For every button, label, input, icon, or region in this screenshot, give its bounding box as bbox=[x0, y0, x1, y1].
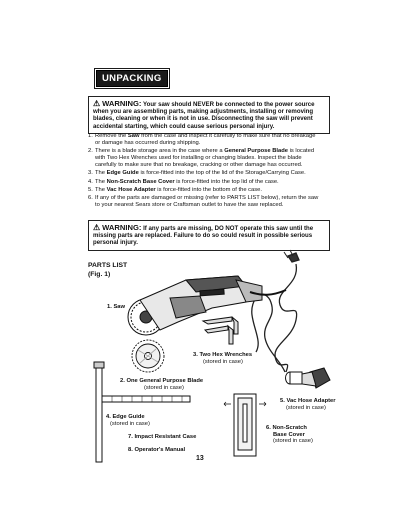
part-label-edge-guide: 4. Edge Guide (stored in case) bbox=[106, 414, 150, 427]
step-item: 3. The Edge Guide is force-fitted into the top of the lid of the Storage/Carrying Case. bbox=[88, 170, 306, 177]
part-label-blade: 2. One General Purpose Blade (stored in case) bbox=[120, 378, 204, 391]
step-item: 2. There is a blade storage area in the case where a General Purpose Blade is located with Two Hex Wrenches used for installing or changing blades. Inspect the blade carefully to make sure that no breakage, cracking or other damage has occurred. bbox=[88, 148, 315, 168]
step-item: 4. The Non-Scratch Base Cover is force-fitted into the top lid of the case. bbox=[88, 178, 279, 185]
power-cord-illustration bbox=[252, 250, 299, 372]
vac-hose-adapter-illustration bbox=[286, 368, 331, 388]
hex-wrench-illustration bbox=[203, 317, 238, 344]
step-item: 1. Remove the Saw from the case and inspect it carefully to make sure that no breakage or damage has occurred during shipping. bbox=[88, 133, 316, 146]
step-item: 5. The Vac Hose Adapter is force-fitted into the bottom of the case. bbox=[88, 186, 263, 193]
step-item: 6. If any of the parts are damaged or missing (refer to PARTS LIST below), return the saw to your nearest Sears store or Craftsman outlet to have the saw replaced. bbox=[88, 195, 319, 209]
part-label-saw: 1. Saw bbox=[107, 304, 126, 310]
parts-list-heading: PARTS LIST (Fig. 1) bbox=[88, 262, 128, 278]
blade-illustration bbox=[132, 340, 164, 372]
page-number: 13 bbox=[196, 455, 204, 462]
part-label-impact-case: 7. Impact Resistant Case bbox=[128, 434, 197, 440]
saw-illustration bbox=[128, 276, 286, 335]
part-label-operators-manual: 8. Operator's Manual bbox=[128, 447, 186, 453]
section-title: UNPACKING bbox=[96, 70, 168, 87]
base-cover-illustration bbox=[224, 394, 266, 456]
warning-triangle-icon: ⚠ bbox=[93, 223, 101, 232]
part-label-vac-hose-adapter: 5. Vac Hose Adapter (stored in case) bbox=[280, 398, 336, 411]
part-label-base-cover: 6. Non-Scratch Base Cover (stored in case) bbox=[266, 425, 313, 445]
warning-heading: WARNING: bbox=[102, 223, 142, 232]
warning-text: Your saw should NEVER be connected to the power source when you are assembling parts, making adjustments, installing or removing blades, cleaning or when it is not in use. Disconnecting the saw will prevent accidental starting, which could cause serious personal injury. bbox=[93, 101, 315, 130]
warning-heading: WARNING: bbox=[102, 99, 142, 108]
part-label-hex-wrenches: 3. Two Hex Wrenches (stored in case) bbox=[193, 352, 253, 365]
figure-label: (Fig. 1) bbox=[88, 271, 111, 278]
warning-text: If any parts are missing, DO NOT operate this saw until the missing parts are replaced. Failure to do so could result in possible serious personal injury. bbox=[93, 225, 314, 247]
warning-triangle-icon: ⚠ bbox=[93, 99, 101, 108]
